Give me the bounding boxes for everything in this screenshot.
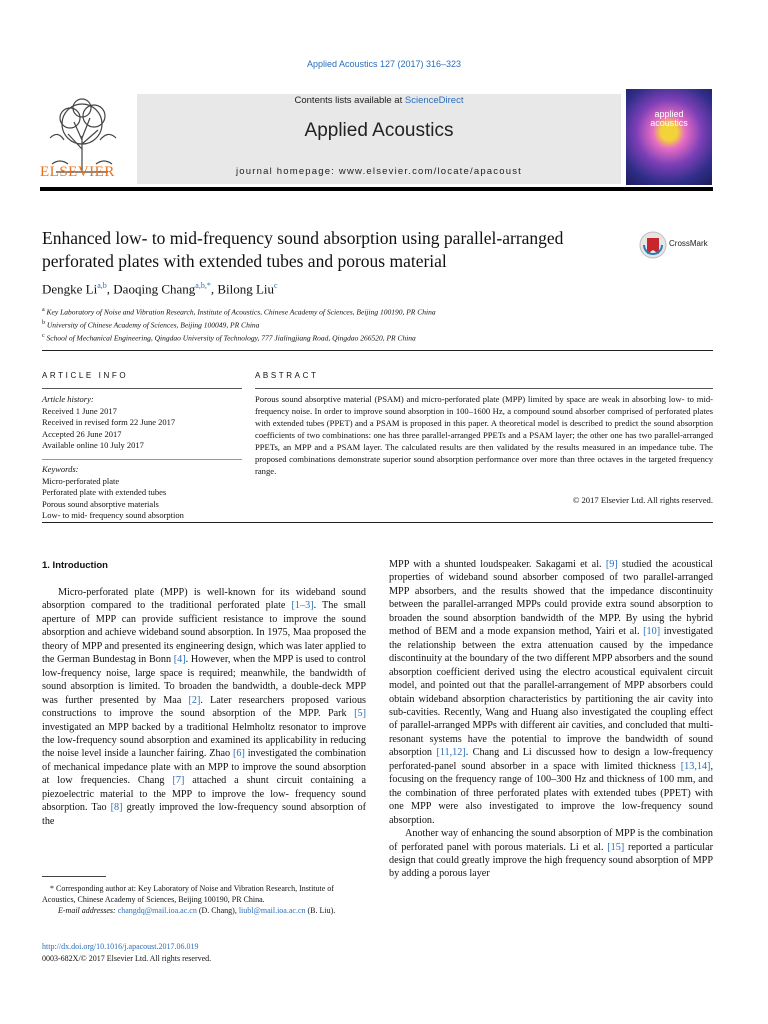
section-divider (42, 350, 713, 351)
author-separator: , (210, 281, 218, 297)
contents-line (137, 95, 621, 106)
abstract-copyright: © 2017 Elsevier Ltd. All rights reserved. (572, 495, 713, 505)
affiliation-item (42, 331, 722, 344)
journal-title: Applied Acoustics (304, 120, 454, 141)
body-text: reported a particular design that could greatly improve the high frequency sound absorption of MPP by adding a porous layer (389, 841, 713, 880)
author-affiliation-mark: a,b (97, 281, 107, 290)
citation-link[interactable]: [5] (354, 708, 366, 720)
body-column-left (42, 586, 366, 828)
author-name[interactable]: Daoqing Chang (113, 281, 196, 297)
journal-reference-link[interactable]: Applied Acoustics 127 (2017) 316–323 (306, 59, 462, 69)
footnote-rule (42, 876, 106, 877)
citation-link[interactable]: [2] (188, 694, 201, 706)
body-column-right (389, 558, 713, 881)
keyword-item: Perforated plate with extended tubes (42, 487, 167, 497)
body-text: attached a shunt circuit containing a piezoelectric material to the MPP to improve the low- frequency sound absorption. Tao (42, 775, 366, 814)
history-label: Article history: (42, 394, 94, 404)
body-paragraph (389, 827, 713, 881)
elsevier-wordmark: ELSEVIER (40, 164, 115, 180)
body-text: . Chang and Li discussed how to design a low-frequency perforated-panel sound absorber in a space with limited thickness (389, 747, 713, 772)
article-info-heading: ARTICLE INFO (42, 371, 129, 380)
email-note (42, 905, 366, 916)
body-text: . Later researchers proposed various constructions to improve the sound absorption of the MPP. Park (42, 694, 367, 720)
citation-link[interactable]: [10] (643, 626, 661, 638)
elsevier-tree-logo (42, 94, 122, 174)
section-heading-introduction: 1. Introduction (42, 560, 108, 571)
sciencedirect-link[interactable]: ScienceDirect (404, 95, 464, 106)
section-divider (42, 522, 713, 523)
keyword-item: Low- to mid- frequency sound absorption (42, 510, 184, 520)
doi-link[interactable]: http://dx.doi.org/10.1016/j.apacoust.2017.06.019 (42, 942, 199, 951)
body-paragraph (42, 586, 366, 828)
journal-cover-text (626, 110, 712, 128)
keywords-rule (42, 459, 242, 460)
affiliation-text: Key Laboratory of Noise and Vibration Research, Institute of Acoustics, Chinese Academy of Sciences, Beijing 100190, PR China (46, 307, 436, 317)
body-text: greatly improved the low-frequency sound absorption of the (42, 802, 367, 827)
article-info-rule (42, 388, 242, 389)
footnotes (42, 883, 366, 916)
citation-link[interactable]: [7] (172, 775, 185, 787)
journal-cover-image[interactable] (626, 89, 712, 185)
author-list (42, 281, 278, 297)
affiliation-key: a (42, 307, 45, 313)
affiliation-key: b (42, 320, 45, 326)
citation-link[interactable]: [1–3] (291, 600, 314, 612)
article-history (42, 394, 242, 452)
cover-text-line-2: acoustics (650, 118, 688, 128)
citation-link[interactable]: [15] (607, 841, 625, 853)
keyword-item: Micro-perforated plate (42, 475, 120, 486)
history-item: Available online 10 July 2017 (42, 440, 144, 450)
abstract-rule (255, 388, 713, 389)
affiliation-list (42, 305, 722, 344)
email-owner: (B. Liu). (305, 906, 336, 915)
author-affiliation-mark: a,b,* (195, 281, 211, 290)
body-text: investigated an MPP backed by a traditional Helmholtz resonator to improve the low-frequency sound absorption and examined its applicability in reducing the noise level inside a launcher fairing. Zhao (42, 721, 366, 760)
citation-link[interactable]: [11,12] (436, 747, 466, 759)
body-text: . The small aperture of MPP can provide sufficient resistance to improve the sound absorption and achieve wideband sound absorption. In 1975, Maa proposed the theory of MPP and presented its engineering design, which was later applied to the German Bundestag in Bonn (42, 600, 366, 666)
citation-link[interactable]: [13,14] (680, 760, 711, 772)
affiliation-text: University of Chinese Academy of Sciences, Beijing 100049, PR China (46, 320, 260, 330)
body-text: studied the acoustical properties of wideband sound absorber composed of two parallel-arranged MPP absorbers, and the results showed that the impedance discontinuity between the parallel-arranged MPPs could provide extra sound absorption to broaden the sound absorption bandwidth of the MPP. By using the hybrid method of BEM and a mode expansion method, Yairi et al. (389, 559, 713, 638)
keywords-block (42, 464, 242, 522)
cover-text-line-1: applied (654, 109, 684, 119)
citation-link[interactable]: [4] (173, 654, 186, 666)
body-text: investigated the relationship between the extra attenuation caused by the impedance discontinuity at the boundary of the two different MPP absorbers and the sound absorption coefficient derived using the electro acoustical equivalent circuit model, and pointed out that the parallel-arrangement of MPP absorbers could obtain wideband absorption characteristics by partitioning the air cavity into sub-cavities. Recently, Wang and Huang also investigated the coupling effect of parallel-arranged MPPs with different air cavities, and concluded that multi-resonant systems have the potential to improve the bandwidth of sound absorption (389, 626, 713, 759)
affiliation-key: c (42, 333, 45, 339)
citation-link[interactable]: [9] (605, 559, 618, 570)
citation-link[interactable]: [6] (233, 748, 245, 760)
body-paragraph (389, 558, 713, 827)
crossmark-label[interactable]: CrossMark (669, 239, 708, 248)
body-text: Another way of enhancing the sound absorption of MPP is the combination of perforated panel with porous materials. Li et al. (389, 828, 713, 853)
keywords-label: Keywords: (42, 464, 79, 474)
citation-link[interactable]: [8] (110, 802, 123, 814)
journal-homepage[interactable]: journal homepage: www.elsevier.com/locate/apacoust (235, 166, 522, 177)
body-text: Micro-perforated plate (MPP) is well-known for its wideband sound absorption compared to the traditional perforated plate (42, 587, 366, 612)
issn-copyright: 0003-682X/© 2017 Elsevier Ltd. All rights reserved. (42, 954, 212, 963)
abstract-heading: ABSTRACT (255, 371, 319, 380)
affiliation-item (42, 318, 722, 331)
affiliation-item (42, 305, 722, 318)
email-owner: (D. Chang), (196, 906, 239, 915)
author-name[interactable]: Dengke Li (42, 281, 98, 297)
history-item: Received in revised form 22 June 2017 (42, 417, 176, 427)
email-label: E-mail addresses: (58, 906, 116, 915)
corresponding-author-note: * Corresponding author at: Key Laboratory of Noise and Vibration Research, Institute of Acoustics, Chinese Academy of Sciences, Beijing 100190, PR China. (42, 884, 334, 904)
article-identifiers (42, 941, 211, 965)
history-item: Received 1 June 2017 (42, 405, 117, 416)
header-rule (40, 187, 713, 191)
paper-title: Enhanced low- to mid-frequency sound absorption using parallel-arranged perforated plates with extended tubes and porous material (42, 228, 564, 271)
history-item: Accepted 26 June 2017 (42, 428, 122, 439)
body-text: investigated the combination of mechanical impedance plate with an MPP to improve the sound absorption at low frequencies. Chang (42, 748, 366, 787)
abstract-text: Porous sound absorptive material (PSAM) and micro-perforated plate (MPP) limited by space are weak in absorbing low- to mid- frequency noise. In order to improve sound absorption in 100–1600 Hz, a compound sound absorber comprised of perforated plates with extended tubes (PPET) and a PSAM is proposed in this paper. A theoretical model is described to predict the sound absorption coefficients of two combinations: one has three parallel-arranged PPETs and a PSAM layer; the other one has two parallel-arranged PPETs, an MPP and a PSAM layer. The calculated results are then validated by the results measured in an impedance tube. The proposed combinations demonstrate superior sound absorption performance over more than three octaves in the targeted frequency range. (255, 394, 713, 476)
body-text: , focusing on the frequency range of 100–300 Hz and thickness of 100 mm, and the combination of three perforated plates with extended tubes (PPET) with one MPP were also investigated to improve the low-frequency sound absorption. (389, 760, 713, 826)
affiliation-text: School of Mechanical Engineering, Qingdao University of Technology, 777 Jialingjiang Road, Qingdao 266520, PR China (46, 333, 416, 343)
author-separator: , (106, 281, 114, 297)
email-link[interactable]: liubl@mail.ioa.ac.cn (238, 906, 306, 915)
body-text: MPP with a shunted loudspeaker. Sakagami et al. (389, 559, 606, 570)
author-affiliation-mark: c (274, 281, 278, 290)
body-text: . However, when the MPP is used to control low-frequency noise, large space is required; meanwhile, the bandwidth of sound absorption is limited. To broaden the bandwidth, a double-deck MPP was further presented by Maa (42, 654, 367, 706)
email-link[interactable]: changdq@mail.ioa.ac.cn (117, 906, 197, 915)
author-name[interactable]: Bilong Liu (217, 281, 275, 297)
contents-prefix: Contents lists available at (294, 95, 405, 106)
keyword-item: Porous sound absorptive materials (42, 498, 159, 509)
